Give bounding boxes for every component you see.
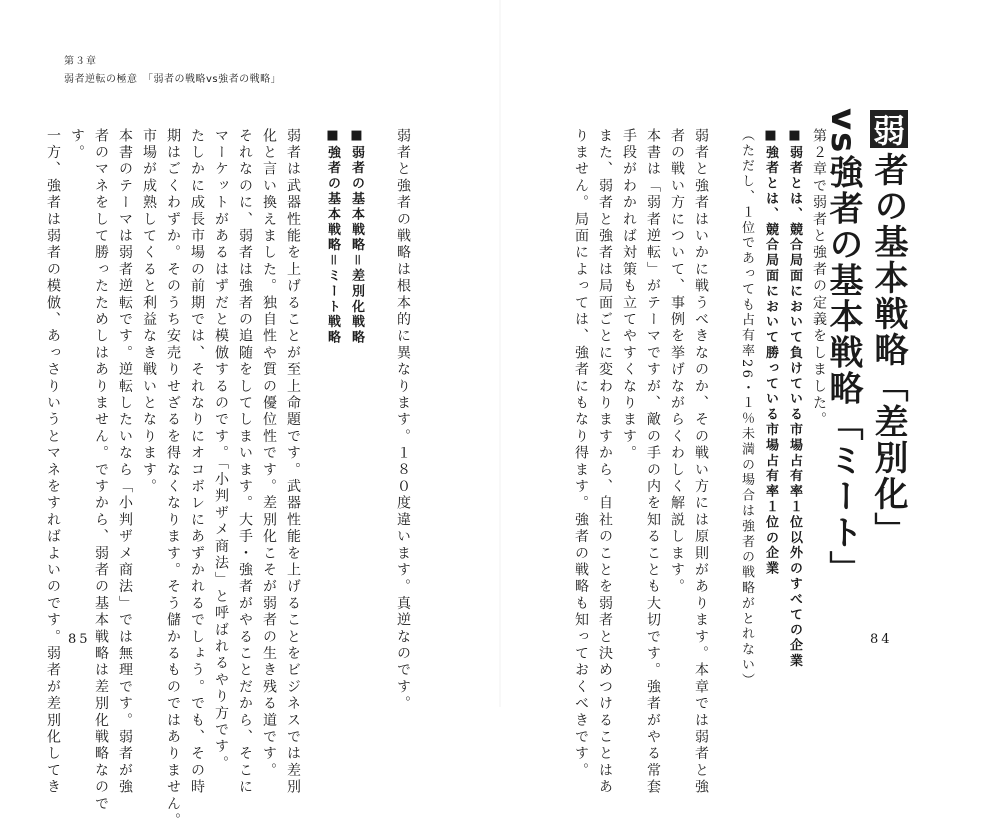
running-title: 弱者逆転の極意 「弱者の戦略vs強者の戦略」 [64,74,282,85]
right-page-line-1: 第２章で弱者と強者の定義をしました。 [811,128,827,429]
section-title-line-1: 者の基本戦略「差別化」 [868,152,908,548]
right-page-definition-weak: ■弱者とは、競合局面において負けている市場占有率１位以外のすべての企業 [787,128,802,669]
right-page-line-10: りません。局面によっては、強者にもなり得ます。強者の戦略も知っておくべきです。 [573,128,589,780]
left-page-line-9: マーケットがあるはずだと模倣するのです。「小判ザメ商法」と呼ばれるやり方です。 [213,128,229,773]
page-gutter [499,0,501,707]
title-badge: 弱 [870,110,908,148]
left-page-line-6: 弱者は武器性能を上げることが至上命題です。武器性能を上げることをビジネスでは差別 [285,128,301,796]
right-page-line-5: 弱者と強者はいかに戦うべきなのか、その戦い方には原則があります。本章では弱者と強 [693,128,709,796]
right-page-line-7: 本書は「弱者逆転」がテーマですが、敵の手の内を知ることも大切です。強者がやる常套 [645,128,661,796]
right-page-line-6: 者の戦い方について、事例を挙げながらくわしく解説します。 [669,128,685,596]
section-title-line-2: vs強者の基本戦略「ミート」 [823,108,863,587]
left-page-line-10: たしかに成長市場の前期では、それなりにオコボレにあずかれるでしょう。でも、その時 [189,128,205,796]
strong-basic-strategy: ■強者の基本戦略＝ミート戦略 [325,128,340,346]
left-page-line-11: 期はごくわずか。そのうち安売りせざるを得なくなります。そう儲かるものではありません。 [165,128,181,829]
left-page-line-16: 一方、強者は弱者の模倣、あっさりいうとマネをすればよいのです。弱者が差別化してき [45,128,61,796]
weak-basic-strategy: ■弱者の基本戦略＝差別化戦略 [349,128,364,346]
left-page-line-1: 弱者と強者の戦略は根本的に異なります。１８０度違います。真逆なのです。 [395,128,411,713]
right-page-line-8: 手段がわかれば対策も立てやすくなります。 [621,128,637,462]
left-page-line-12: 市場が成熟してくると利益なき戦いとなります。 [141,128,157,496]
right-page-definition-strong: ■強者とは、競合局面において勝っている市場占有率１位の企業 [763,128,778,577]
page-number-right: 84 [870,632,893,647]
left-page-line-13: 本書のテーマは弱者逆転です。逆転したいなら「小判ザメ商法」では無理です。弱者が強 [117,128,133,796]
left-page-line-7: 化と言い換えました。独自性や質の優位性です。差別化こそが弱者の生き残る道です。 [261,128,277,780]
right-page-note: （ただし、１位であっても占有率26・１％未満の場合は強者の戦略がとれない） [739,128,754,689]
right-page-line-9: また、弱者と強者は局面ごとに変わりますから、自社のことを弱者と決めつけることはあ [597,128,613,796]
left-page-line-8: それなのに、弱者は強者の追随をしてしまいます。大手・強者がやることだから、そこに [237,128,253,796]
left-page-line-15: す。 [69,128,85,162]
left-page-line-14: 者のマネをして勝ったためしはありません。ですから、弱者の基本戦略は差別化戦略なので [93,128,109,813]
chapter-header: 第３章 [64,56,97,67]
page-number-left: 85 [68,632,91,647]
